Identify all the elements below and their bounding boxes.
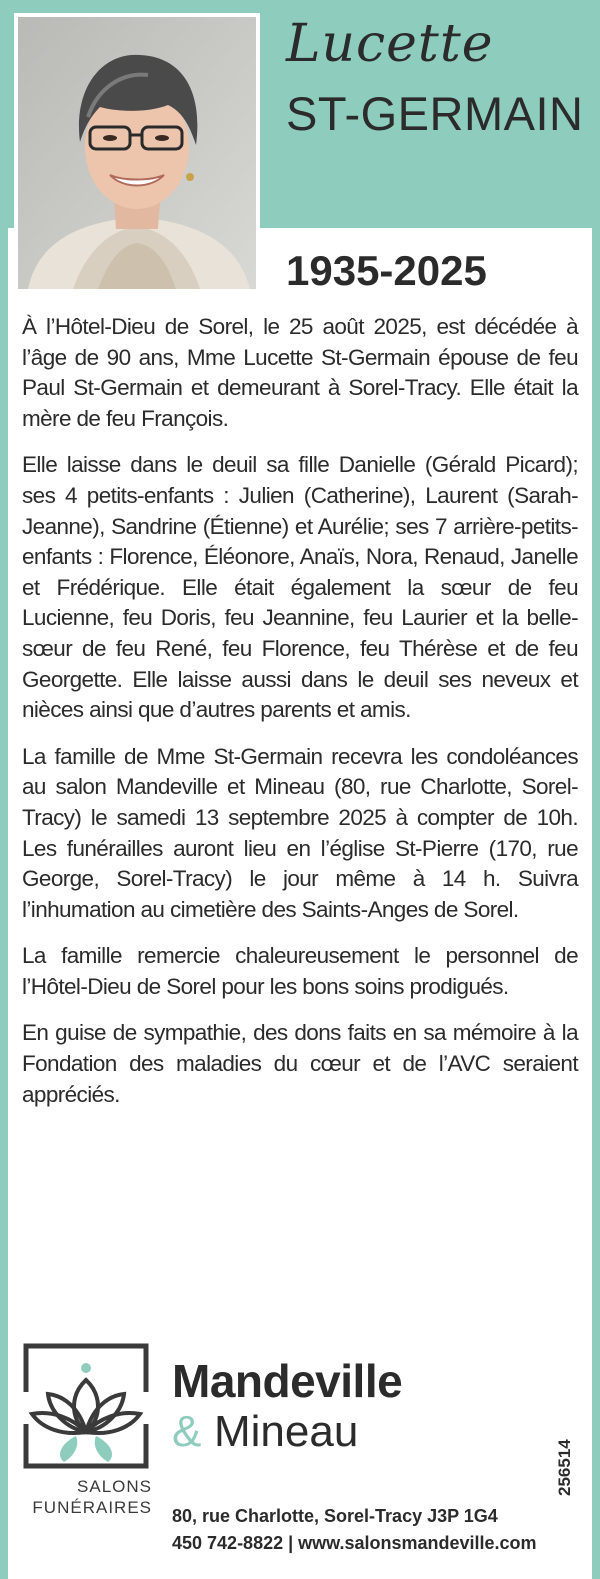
last-name: ST-GERMAIN [286, 87, 584, 140]
funeral-home-contact: 450 742-8822 | www.salonsmandeville.com [172, 1533, 537, 1553]
funeraires-line: FUNÉRAIRES [32, 1498, 152, 1517]
paragraph-thanks: La famille remercie chaleureusement le personnel de l’Hôtel-Dieu de Sorel pour les bons soins prodigués. [22, 943, 578, 999]
portrait-photo [14, 13, 260, 293]
brand-name-mineau: Mineau [214, 1407, 359, 1456]
paragraph-arrangements: La famille de Mme St-Germain recevra les condoléances au salon Mandeville et Mineau (80, rue Charlotte, Sorel-Tracy) le samedi 13 septembre 2025 à compter de 10h. Les funérailles auront lieu en l’église St-Pierre (170, rue George, Sorel-Tracy) le jour même à 14 h. Suivra l’inhumation au cimetière des Saints-Anges de Sorel. [22, 743, 578, 922]
salons-funeraires-label [20, 1476, 152, 1518]
first-name: Lucette [286, 14, 494, 74]
funeral-home-address: 80, rue Charlotte, Sorel-Tracy J3P 1G4 [172, 1506, 498, 1526]
paragraph-death-notice: À l’Hôtel-Dieu de Sorel, le 25 août 2025, est décédée à l’âge de 90 ans, Mme Lucette St-Germain épouse de feu Paul St-Germain et demeurant à Sorel-Tracy. Elle était la mère de feu François. [22, 314, 578, 431]
brand-ampersand: & [172, 1407, 202, 1456]
paragraph-survivors: Elle laisse dans le deuil sa fille Danielle (Gérald Picard); ses 4 petits-enfants : Julien (Catherine), Laurent (Sarah-Jeanne), Sandrine (Étienne) et Aurélie; ses 7 arrière-petits-enfants : Florence, Éléonore, Anaïs, Nora, Renaud, Janelle et Frédérique. Elle était également la sœur de feu Lucienne, feu Doris, feu Jeannine, feu Laurier et la belle-sœur de feu René, feu Florence, feu Thérèse et de feu Georgette. Elle laisse aussi dans le deuil ses neveux et nièces ainsi que d’autres parents et amis. [22, 452, 578, 723]
ad-reference-number: 256514 [555, 1439, 574, 1496]
lotus-logo-icon [20, 1340, 152, 1472]
brand-name-mandeville: Mandeville [172, 1355, 403, 1407]
salons-line: SALONS [77, 1477, 152, 1496]
life-years: 1935-2025 [286, 247, 487, 294]
paragraph-donations: En guise de sympathie, des dons faits en sa mémoire à la Fondation des maladies du cœur et de l’AVC seraient appréciés. [22, 1020, 578, 1107]
obituary-text [22, 312, 578, 1126]
